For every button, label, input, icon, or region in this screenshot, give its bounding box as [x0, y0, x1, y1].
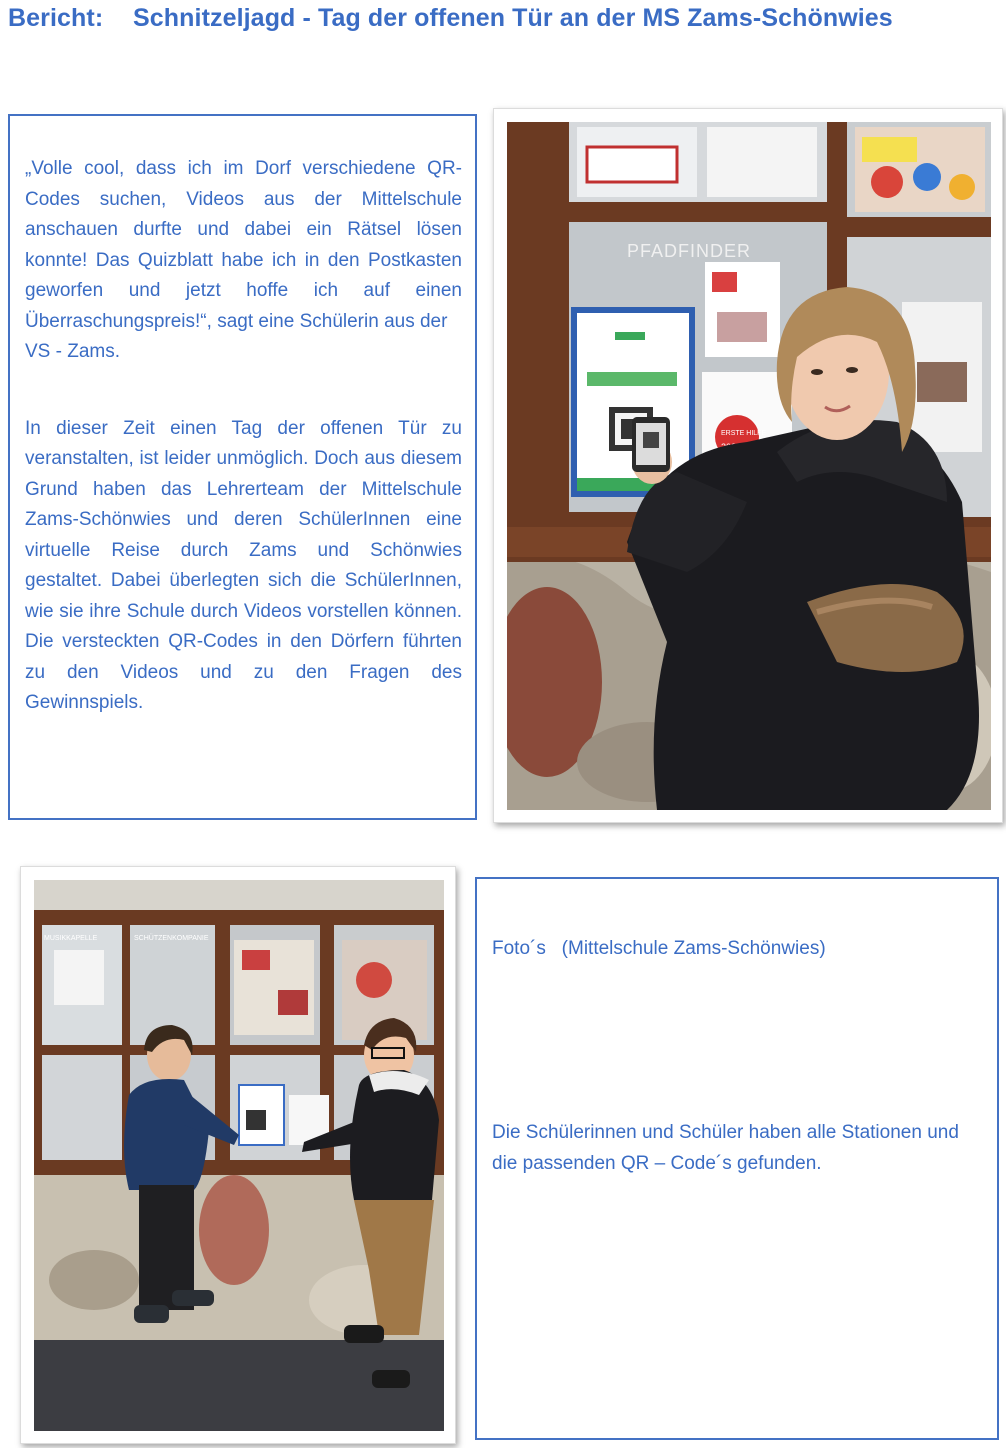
photo-description: Die Schülerinnen und Schüler haben alle Stationen und die passenden QR – Code´s gefunden.: [492, 1122, 959, 1174]
erste-hilfe-badge: ERSTE HILFE: [721, 430, 767, 437]
report-title: Schnitzeljagd - Tag der offenen Tür an der MS Zams-Schönwies: [133, 4, 893, 32]
photo-caption-box: [475, 877, 999, 1440]
photo-girl-scanning-qr: [507, 122, 991, 810]
report-heading: [8, 0, 893, 36]
article-paragraph: In dieser Zeit einen Tag der offenen Tür zu veranstalten, ist leider unmöglich. Doch aus diesem Grund haben das Lehrerteam der Mittelschule Zams-Schönwies und deren SchülerInnen eine virtuelle Reise durch Zams und Schönwies gestaltet. Dabei überlegten sich die SchülerInnen, wie sie ihre Schule durch Videos vorstellen können. Die versteckten QR-Codes in den Dörfern führten zu den Videos und zu den Fragen des Gewinnspiels.: [25, 417, 462, 713]
student-quote-end: VS - Zams.: [25, 341, 121, 362]
musikkapelle-sign: MUSIKKAPELLE: [44, 935, 98, 942]
photo-boys-with-qr-poster: [34, 880, 444, 1431]
article-text-box: [8, 114, 477, 820]
photo-frame-boys: [20, 866, 456, 1444]
report-label: Bericht:: [8, 4, 104, 32]
photo-frame-girl: [493, 108, 1003, 823]
schuetzen-sign: SCHÜTZENKOMPANIE: [134, 935, 209, 942]
pfadfinder-sign: PFADFINDER: [627, 241, 752, 261]
student-quote: „Volle cool, dass ich im Dorf verschiedene QR-Codes suchen, Videos aus der Mittelschule anschauen durfte und dabei ein Rätsel lösen konnte! Das Quizblatt habe ich in den Postkasten geworfen und jetzt hoffe ich auf einen Überraschungspreis!“, sagt eine Schülerin aus der: [25, 158, 462, 332]
photo-credit: Foto´s (Mittelschule Zams-Schönwies): [492, 938, 826, 959]
